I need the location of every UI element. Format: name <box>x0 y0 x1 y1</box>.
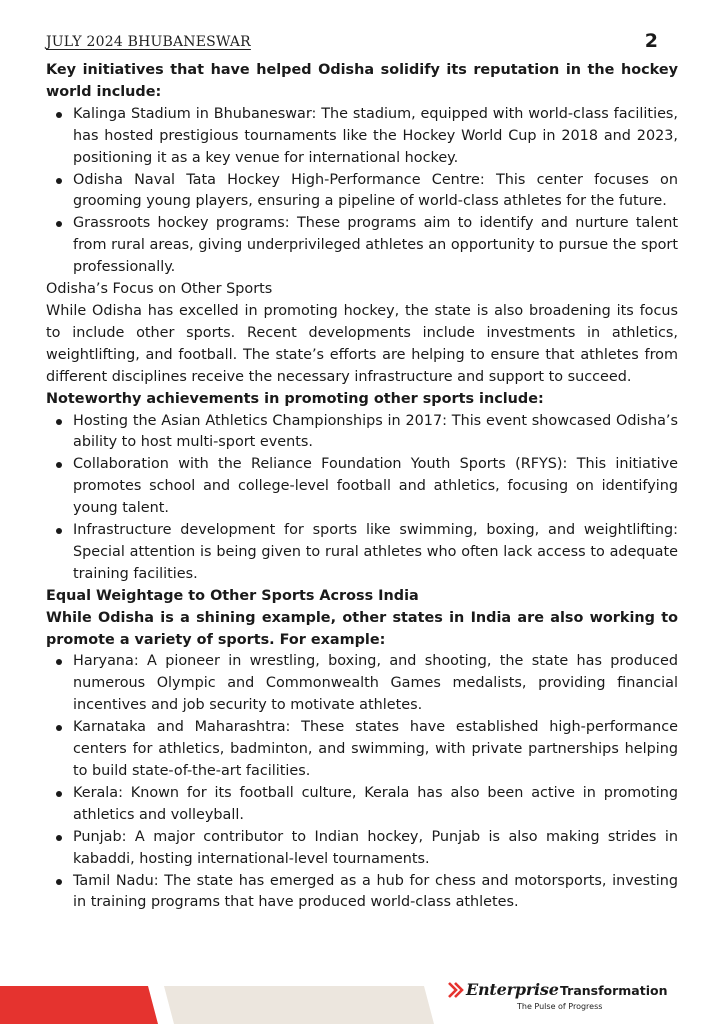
footer-red-stripe <box>0 986 158 1024</box>
list-item: Odisha Naval Tata Hockey High-Performance Centre: This center focuses on grooming young players, ensuring a pipeline of world-class athletes for the future. <box>46 170 678 214</box>
list-item: Karnataka and Maharashtra: These states have established high-performance centers for athletics, badminton, and swimming, with private partnerships helping to build state-of-the-art facilities. <box>46 717 678 783</box>
hockey-initiatives-heading: Key initiatives that have helped Odisha solidify its reputation in the hockey world include: <box>46 62 678 100</box>
page-footer <box>0 980 722 1024</box>
other-sports-paragraph: While Odisha has excelled in promoting hockey, the state is also broadening its focus to include other sports. Recent developments include investments in athletics, weightlifting, and football. The state’s efforts are helping to ensure that athletes from different disciplines receive the necessary infrastructure and support to succeed. <box>46 302 678 385</box>
page-header <box>46 30 678 54</box>
list-item: Infrastructure development for sports like swimming, boxing, and weightlifting: Special attention is being given to rural athletes who often lack access to adequate training facilities. <box>46 520 678 586</box>
list-item: Grassroots hockey programs: These programs aim to identify and nurture talent from rural areas, giving underprivileged athletes an opportunity to pursue the sport professionally. <box>46 213 678 279</box>
india-sports-intro: While Odisha is a shining example, other states in India are also working to promote a variety of sports. For example: <box>46 609 678 648</box>
other-sports-heading: Noteworthy achievements in promoting other sports include: <box>46 390 544 407</box>
brand-name-primary: Enterprise <box>466 980 559 999</box>
list-item: Collaboration with the Reliance Foundation Youth Sports (RFYS): This initiative promotes school and college-level football and athletics, focusing on identifying young talent. <box>46 454 678 520</box>
list-item: Punjab: A major contributor to Indian hockey, Punjab is also making strides in kabaddi, hosting international-level tournaments. <box>46 827 678 871</box>
brand-tagline: The Pulse of Progress <box>517 1002 603 1011</box>
india-sports-title: Equal Weightage to Other Sports Across India <box>46 587 419 604</box>
brand-logo <box>448 980 684 1020</box>
india-states-list <box>46 651 678 914</box>
page-number: 2 <box>644 30 658 52</box>
footer-beige-stripe <box>164 986 434 1024</box>
other-sports-title: Odisha’s Focus on Other Sports <box>46 281 273 298</box>
list-item: Tamil Nadu: The state has emerged as a hub for chess and motorsports, investing in training programs that have produced world-class athletes. <box>46 871 678 915</box>
hockey-initiatives-list <box>46 104 678 279</box>
list-item: Hosting the Asian Athletics Championships in 2017: This event showcased Odisha’s ability to host multi-sport events. <box>46 411 678 455</box>
other-sports-list <box>46 411 678 586</box>
brand-chevron-icon <box>448 982 464 998</box>
brand-name-secondary: Transformation <box>560 983 668 998</box>
article-body <box>46 60 678 914</box>
list-item: Kalinga Stadium in Bhubaneswar: The stadium, equipped with world-class facilities, has hosted prestigious tournaments like the Hockey World Cup in 2018 and 2023, positioning it as a key venue for international hockey. <box>46 104 678 170</box>
issue-date-location: JULY 2024 BHUBANESWAR <box>46 34 251 50</box>
list-item: Haryana: A pioneer in wrestling, boxing, and shooting, the state has produced numerous Olympic and Commonwealth Games medalists, providing financial incentives and job security to motivate athletes. <box>46 651 678 717</box>
list-item: Kerala: Known for its football culture, Kerala has also been active in promoting athletics and volleyball. <box>46 783 678 827</box>
